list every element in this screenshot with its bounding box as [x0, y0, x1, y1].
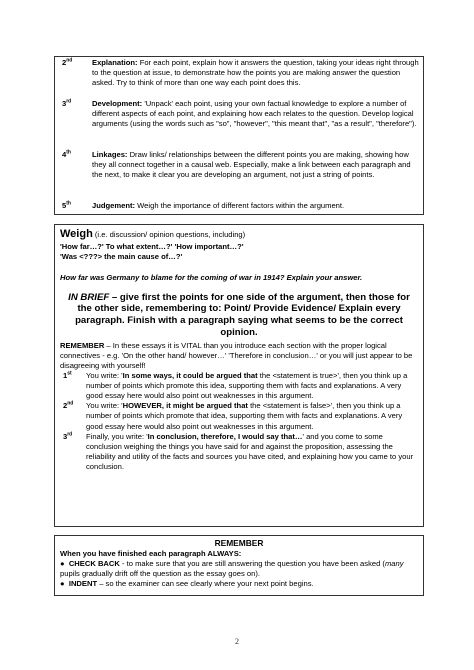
stage-row-4: 4th Linkages: Draw links/ relationships between the different points you are making, showing how they all connect together in a causal web. Especially, make a link between each paragraph and the next, to make it clear you are developing an argument, not just a string of points.: [62, 149, 411, 180]
step-3: 3rd Finally, you write: 'In conclusion, therefore, I would say that…' and you come to some conclusion weighing the things you have said for and against the proposition, assessing the reliability and utility of the facts and sources you have cited, and explaining how you came to your conclusion.: [63, 430, 414, 471]
remember-title: REMEMBER: [214, 538, 264, 548]
page-number: 2: [235, 637, 239, 646]
bullet-icon: ●: [60, 559, 65, 569]
stage-row-5: 5th Judgement: Weigh the importance of different factors within the argument.: [62, 200, 345, 210]
bullet-check-back: ● CHECK BACK - to make sure that you are still answering the question you have been asked (many pupils gradually drift off the question as the essay goes on).: [60, 559, 404, 579]
stages-box: [54, 56, 424, 215]
bullet-icon: ●: [60, 579, 65, 589]
remember-box: [54, 535, 424, 596]
stage-row-2: 2nd Explanation: For each point, explain how it answers the question, taking your ideas right through to the question at issue, to demonstrate how the points you are making answer the question asked. Try to think of more than one way each point does this.: [62, 57, 419, 88]
weigh-box: [54, 224, 424, 527]
question-types-2: 'Was <???> the main cause of…?': [60, 251, 183, 261]
step-2: 2nd You write: 'HOWEVER, it might be argued that the <statement is false>', then you think up a number of points which promote that idea, supporting them with facts and explanations. A very good essay here would also point out weaknesses in this argument.: [63, 400, 403, 431]
weigh-heading-line: Weigh (i.e. discussion/ opinion questions, including): [60, 228, 246, 240]
step-1: 1st You write: 'In some ways, it could be argued that the <statement is true>', then you think up a number of points which promote this idea, supporting them with facts and explanations. A very good essay here would also point out weaknesses in this argument.: [63, 370, 408, 401]
bullet-indent: ● INDENT – so the examiner can see clearly where your next point begins.: [60, 579, 314, 589]
question-types-1: 'How far…?' To what extent…?' 'How important…?': [60, 241, 244, 251]
remember-intro: When you have finished each paragraph ALWAYS:: [60, 549, 242, 559]
remember-note: REMEMBER – In these essays it is VITAL than you introduce each section with the proper logical connectives - e.g. 'On the other hand/ however…' 'Therefore in conclusion…' or you will just appear to be disagreeing with yourself!: [60, 341, 413, 371]
stage-row-3: 3rd Development: 'Unpack' each point, using your own factual knowledge to explore a number of different aspects of each point, and explaining how each relates to the question. Develop logical arguments (using the words such as "so", "however", "this meant that", "as a result", "therefore").: [62, 98, 417, 129]
example-question: How far was Germany to blame for the coming of war in 1914? Explain your answer.: [60, 272, 363, 282]
weigh-heading: Weigh: [60, 228, 93, 240]
in-brief: IN BRIEF – give first the points for one side of the argument, then those for the other side, remembering to: Point/ Provide Evidence/ Explain every paragraph. Finish with a paragraph saying what seems to be the correct opinion.: [68, 291, 410, 338]
